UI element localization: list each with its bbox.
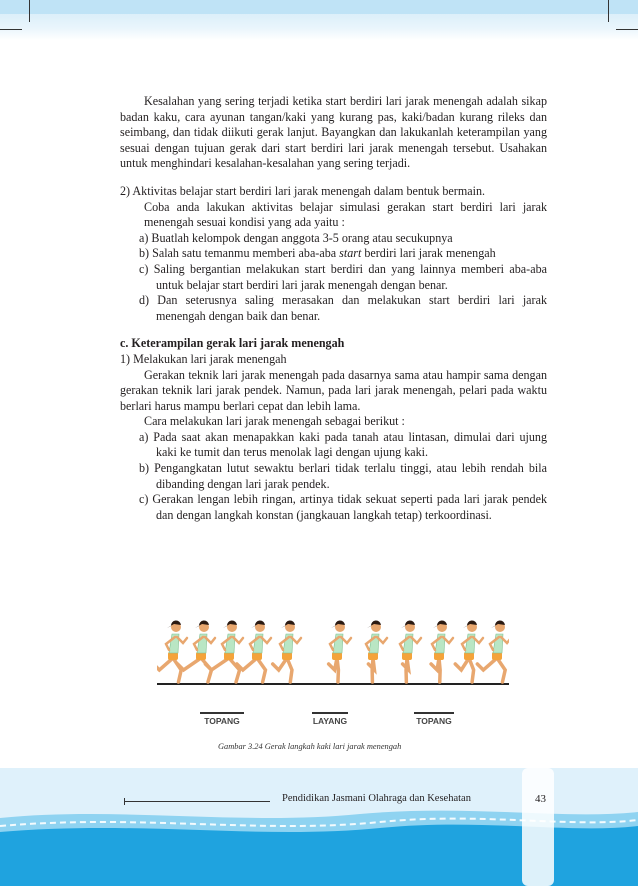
runner-figure	[178, 620, 215, 682]
footer-wave-decoration	[0, 768, 638, 886]
runner-figure	[400, 620, 421, 682]
runner-figure	[366, 620, 387, 682]
phase-label-flight: LAYANG	[312, 712, 348, 726]
main-text	[120, 94, 547, 523]
subsection-1-heading: 1) Melakukan lari jarak menengah	[120, 351, 287, 366]
runner-figure	[237, 620, 271, 682]
crop-mark-top-left-v	[29, 0, 30, 22]
list-item-2d: d) Dan seterusnya saling merasakan dan melakukan start berdiri lari jarak menengah dengan baik dan benar.	[139, 293, 547, 323]
runner-figure	[455, 620, 483, 682]
runner-figure	[273, 620, 301, 682]
header-band	[0, 0, 638, 40]
crop-mark-top-right-v	[608, 0, 609, 22]
paragraph-technique: Gerakan teknik lari jarak menengah pada dasarnya sama atau hampir sama dengan gerakan teknik lari jarak pendek. Namun, pada lari jarak menengah, pelari pada waktu berlari harus mampu berlari cepat dan lebih lama.	[120, 367, 547, 413]
crop-mark-top-left-h	[0, 29, 22, 30]
footer-book-title: Pendidikan Jasmani Olahraga dan Kesehatan	[282, 793, 471, 804]
runner-figure	[431, 620, 453, 682]
paragraph-start-errors: Kesalahan yang sering terjadi ketika start berdiri lari jarak menengah adalah sikap badan kaku, cara ayunan tangan/kaki yang kurang pas, kaki/badan kurang rileks dan seimbang, dan tidak diikuti gerak lanjut. Bayangkan dan lakukanlah keterampilan yang sesuai dengan tujuan gerak dari start berdiri lari jarak menengah tersebut. Usahakan untuk menghindari kesalahan-kesalahan yang sering terjadi.	[120, 94, 547, 171]
list-item-2b-post: berdiri lari jarak menengah	[361, 246, 496, 261]
list-item-2c: c) Saling bergantian melakukan start berdiri dan yang lainnya memberi aba-aba untuk belajar start berdiri lari jarak menengah dengan benar.	[139, 261, 547, 292]
list-item-1c: c) Gerakan lengan lebih ringan, artinya tidak sekuat seperti pada lari jarak pendek dan dengan langkah konstan (jangkauan langkah tetap) terkoordinasi.	[139, 492, 547, 522]
list-item-1b: b) Pengangkatan lutut sewaktu berlari tidak terlalu tinggi, atau lebih rendah bila dibanding dengan lari jarak pendek.	[139, 461, 547, 491]
list-item-2a: a) Buatlah kelompok dengan anggota 3-5 orang atau secukupnya	[139, 230, 453, 245]
runner-sequence-illustration	[157, 612, 509, 708]
list-item-2b-emphasis: start	[339, 246, 362, 261]
section-2-heading: 2) Aktivitas belajar start berdiri lari jarak menengah dalam bentuk bermain.	[120, 183, 486, 198]
runner-figure	[329, 620, 351, 682]
figure-caption: Gambar 3.24 Gerak langkah kaki lari jarak menengah	[218, 742, 402, 751]
runner-figure	[157, 620, 187, 682]
footer-rule	[124, 801, 270, 802]
page-number: 43	[535, 793, 546, 805]
list-item-2b	[120, 246, 547, 262]
list-item-1a: a) Pada saat akan menapakkan kaki pada tanah atau lintasan, dimulai dari ujung kaki ke tumit dan terus menolak lagi dengan ujung kaki.	[139, 429, 547, 460]
crop-mark-top-right-h	[616, 29, 638, 30]
phase-label-support-2: TOPANG	[414, 712, 454, 726]
list-item-2b-pre: b) Salah satu temanmu memberi aba-aba	[139, 246, 340, 261]
runner-figure	[477, 620, 509, 682]
section-c-heading: c. Keterampilan gerak lari jarak menengah	[120, 336, 345, 351]
section-2-intro: Coba anda lakukan aktivitas belajar simulasi gerakan start berdiri lari jarak menengah sesuai kondisi yang ada yaitu :	[144, 199, 547, 230]
method-intro: Cara melakukan lari jarak menengah sebagai berikut :	[144, 414, 405, 429]
phase-label-support-1: TOPANG	[200, 712, 244, 726]
